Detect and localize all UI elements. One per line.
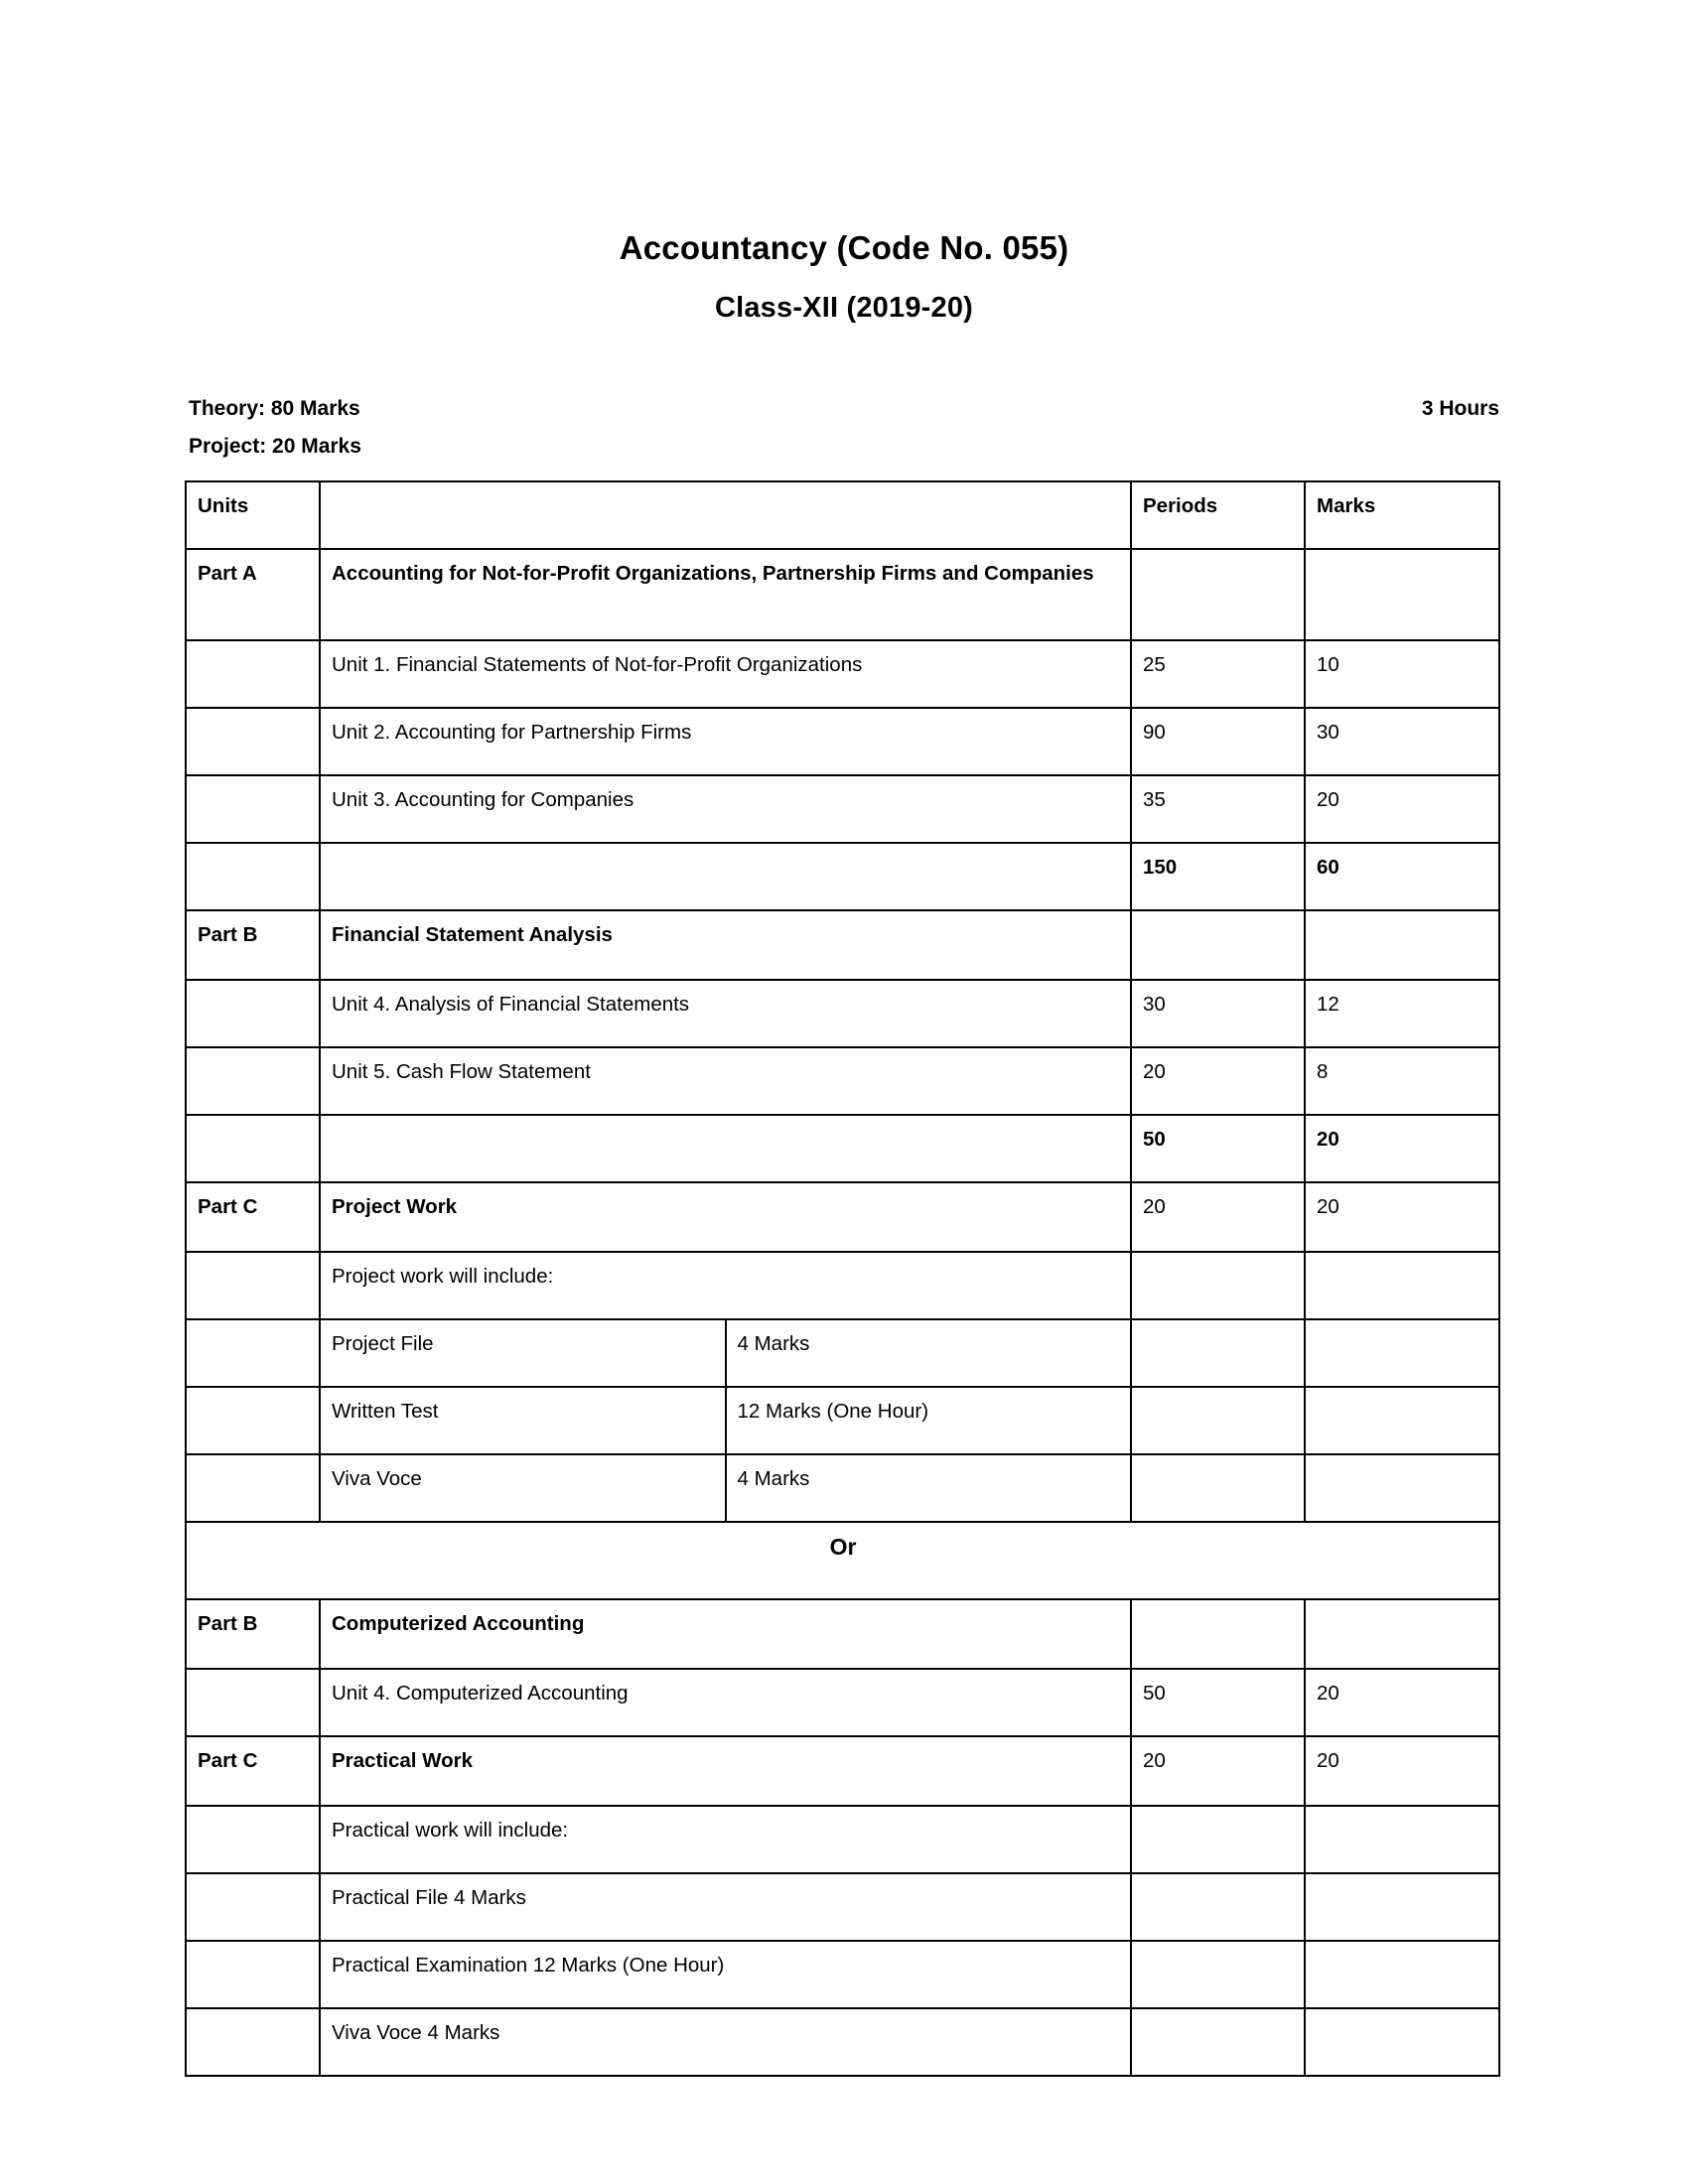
column-header-marks: Marks — [1305, 481, 1499, 549]
row-marks: 20 — [1305, 1736, 1499, 1806]
row-periods: 25 — [1131, 640, 1305, 708]
row-description: Practical work will include: — [320, 1806, 1131, 1873]
row-periods — [1131, 2008, 1305, 2076]
row-periods: 30 — [1131, 980, 1305, 1047]
row-unit-label: Part B — [186, 910, 320, 980]
table-row — [186, 1736, 1499, 1806]
row-marks — [1305, 1941, 1499, 2008]
row-marks — [1305, 1319, 1499, 1387]
row-periods — [1131, 1873, 1305, 1941]
row-description-left: Viva Voce — [320, 1454, 726, 1522]
row-description-right: 4 Marks — [726, 1454, 1132, 1522]
table-row — [186, 1182, 1499, 1252]
title-block — [0, 226, 1688, 328]
row-description-right: 12 Marks (One Hour) — [726, 1387, 1132, 1454]
table-row — [186, 1873, 1499, 1941]
table-row — [186, 1387, 1499, 1454]
row-marks — [1305, 910, 1499, 980]
row-marks — [1305, 1873, 1499, 1941]
column-header-description — [320, 481, 1131, 549]
row-periods — [1131, 1599, 1305, 1669]
row-periods: 20 — [1131, 1182, 1305, 1252]
table-row — [186, 640, 1499, 708]
row-marks: 20 — [1305, 775, 1499, 843]
row-periods — [1131, 549, 1305, 640]
row-unit-label — [186, 980, 320, 1047]
syllabus-table — [185, 480, 1500, 2077]
row-periods: 20 — [1131, 1736, 1305, 1806]
page-title: Accountancy (Code No. 055) — [619, 229, 1069, 266]
row-description — [320, 1115, 1131, 1182]
row-unit-label — [186, 2008, 320, 2076]
table-row — [186, 1454, 1499, 1522]
row-unit-label: Part C — [186, 1182, 320, 1252]
duration-label: 3 Hours — [1421, 397, 1499, 420]
project-marks-label: Project: 20 Marks — [189, 435, 361, 458]
row-periods: 50 — [1131, 1669, 1305, 1736]
row-marks — [1305, 1454, 1499, 1522]
row-unit-label: Part C — [186, 1736, 320, 1806]
row-marks: 20 — [1305, 1115, 1499, 1182]
row-description: Financial Statement Analysis — [320, 910, 1131, 980]
table-header-row — [186, 481, 1499, 549]
row-description-left: Project File — [320, 1319, 726, 1387]
table-row — [186, 708, 1499, 775]
table-row — [186, 1599, 1499, 1669]
row-periods — [1131, 1387, 1305, 1454]
row-description-left: Written Test — [320, 1387, 726, 1454]
row-marks: 8 — [1305, 1047, 1499, 1115]
meta-row-project — [189, 428, 1499, 466]
row-unit-label: Part B — [186, 1599, 320, 1669]
row-marks: 10 — [1305, 640, 1499, 708]
row-periods — [1131, 1941, 1305, 2008]
row-unit-label — [186, 1252, 320, 1319]
row-description: Unit 3. Accounting for Companies — [320, 775, 1131, 843]
row-description: Practical Examination 12 Marks (One Hour) — [320, 1941, 1131, 2008]
or-separator-label: Or — [186, 1522, 1499, 1599]
row-description: Project Work — [320, 1182, 1131, 1252]
row-description: Practical Work — [320, 1736, 1131, 1806]
row-description: Project work will include: — [320, 1252, 1131, 1319]
row-periods: 35 — [1131, 775, 1305, 843]
table-row — [186, 910, 1499, 980]
row-unit-label — [186, 1454, 320, 1522]
row-description: Practical File 4 Marks — [320, 1873, 1131, 1941]
meta-row-theory — [189, 390, 1499, 428]
row-description: Unit 2. Accounting for Partnership Firms — [320, 708, 1131, 775]
row-unit-label — [186, 1941, 320, 2008]
column-header-units: Units — [186, 481, 320, 549]
table-row — [186, 549, 1499, 640]
row-unit-label — [186, 708, 320, 775]
row-unit-label — [186, 1115, 320, 1182]
table-row — [186, 2008, 1499, 2076]
row-unit-label — [186, 1669, 320, 1736]
row-marks — [1305, 1252, 1499, 1319]
row-description: Unit 1. Financial Statements of Not-for-Profit Organizations — [320, 640, 1131, 708]
table-row — [186, 1252, 1499, 1319]
row-periods — [1131, 910, 1305, 980]
row-marks — [1305, 2008, 1499, 2076]
row-unit-label — [186, 640, 320, 708]
row-periods: 90 — [1131, 708, 1305, 775]
table-row — [186, 1669, 1499, 1736]
row-unit-label — [186, 843, 320, 910]
row-marks: 20 — [1305, 1669, 1499, 1736]
row-description — [320, 843, 1131, 910]
exam-meta-block — [189, 390, 1499, 466]
table-row-subtotal — [186, 1115, 1499, 1182]
row-marks — [1305, 549, 1499, 640]
row-unit-label — [186, 1873, 320, 1941]
row-periods: 50 — [1131, 1115, 1305, 1182]
row-description: Unit 4. Analysis of Financial Statements — [320, 980, 1131, 1047]
row-periods — [1131, 1319, 1305, 1387]
row-description: Computerized Accounting — [320, 1599, 1131, 1669]
row-periods: 20 — [1131, 1047, 1305, 1115]
row-periods — [1131, 1806, 1305, 1873]
row-unit-label: Part A — [186, 549, 320, 640]
row-marks: 12 — [1305, 980, 1499, 1047]
table-row — [186, 1806, 1499, 1873]
row-unit-label — [186, 775, 320, 843]
column-header-periods: Periods — [1131, 481, 1305, 549]
row-marks: 30 — [1305, 708, 1499, 775]
row-periods: 150 — [1131, 843, 1305, 910]
row-marks — [1305, 1387, 1499, 1454]
row-periods — [1131, 1454, 1305, 1522]
row-description: Unit 5. Cash Flow Statement — [320, 1047, 1131, 1115]
table-row — [186, 775, 1499, 843]
row-unit-label — [186, 1387, 320, 1454]
row-description: Viva Voce 4 Marks — [320, 2008, 1131, 2076]
row-description-right: 4 Marks — [726, 1319, 1132, 1387]
row-marks — [1305, 1599, 1499, 1669]
row-periods — [1131, 1252, 1305, 1319]
table-row — [186, 1941, 1499, 2008]
page-subtitle: Class-XII (2019-20) — [714, 292, 974, 324]
table-row — [186, 1047, 1499, 1115]
theory-marks-label: Theory: 80 Marks — [189, 397, 360, 420]
row-marks: 20 — [1305, 1182, 1499, 1252]
table-row — [186, 980, 1499, 1047]
row-marks: 60 — [1305, 843, 1499, 910]
table-row-subtotal — [186, 843, 1499, 910]
row-description: Accounting for Not-for-Profit Organizations, Partnership Firms and Companies — [320, 549, 1131, 640]
row-marks — [1305, 1806, 1499, 1873]
row-unit-label — [186, 1319, 320, 1387]
row-description: Unit 4. Computerized Accounting — [320, 1669, 1131, 1736]
row-unit-label — [186, 1047, 320, 1115]
table-row — [186, 1319, 1499, 1387]
row-unit-label — [186, 1806, 320, 1873]
table-row-separator — [186, 1522, 1499, 1599]
